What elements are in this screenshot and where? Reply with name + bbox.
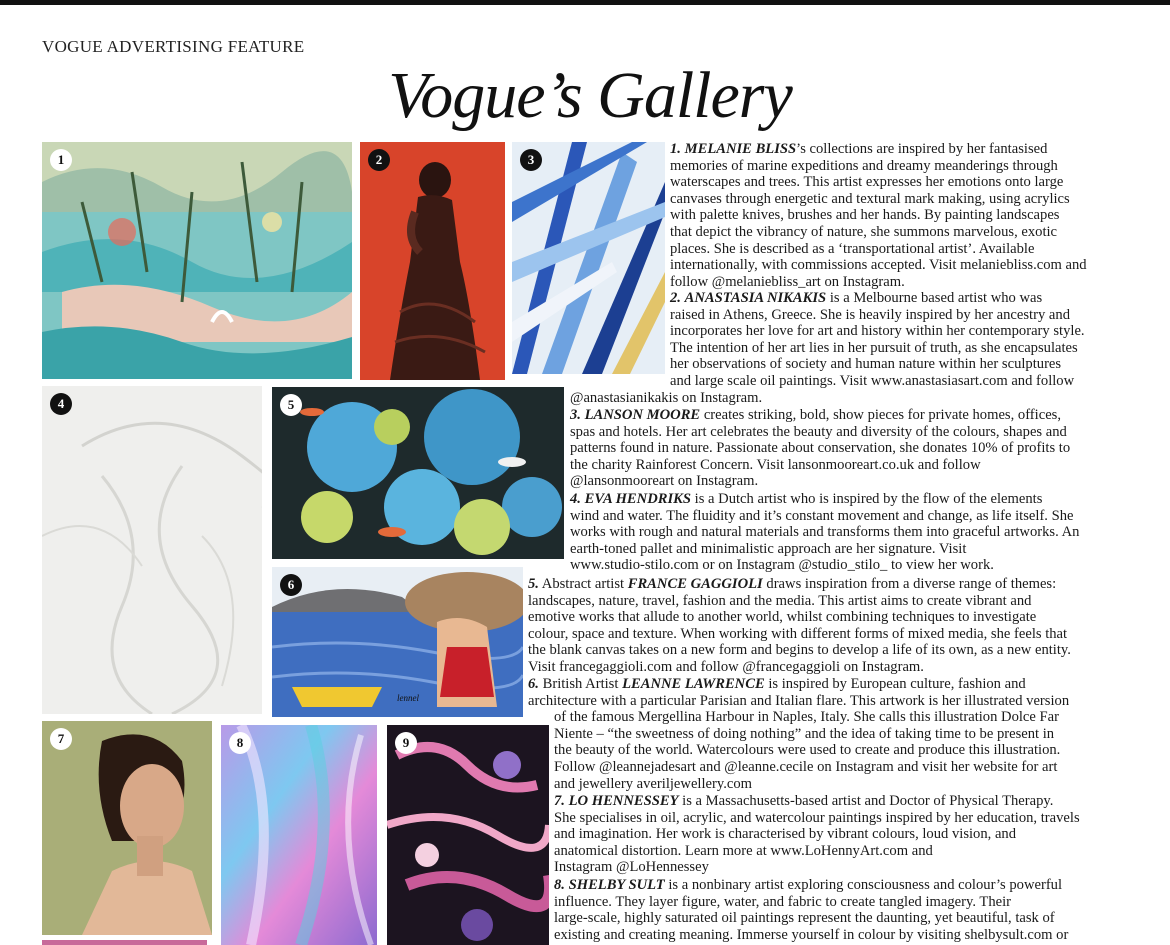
artwork-1-number: 1 bbox=[50, 149, 72, 171]
entry-line: anatomical distortion. Learn more at www.LoHennyArt.com and bbox=[554, 842, 933, 859]
entry-line: incorporates her love for art and history within her contemporary style. bbox=[670, 323, 1085, 340]
artwork-strip-image bbox=[42, 940, 207, 945]
entry-number: 4. bbox=[570, 491, 581, 507]
entry-line: is a nonbinary artist exploring consciousness and colour’s powerful bbox=[664, 877, 1063, 893]
entry-line: spas and hotels. Her art celebrates the beauty and diversity of the colours, shapes and bbox=[570, 423, 1067, 440]
artwork-3-number: 3 bbox=[520, 149, 542, 171]
artwork-4-image bbox=[42, 386, 262, 714]
entry-line: internationally, with commissions accepted. Visit melaniebliss.com and bbox=[670, 257, 1087, 274]
entry-line: the blank canvas takes on a new form and begins to develop a life of its own, as a new entity. bbox=[528, 642, 1071, 659]
entry-line: the beauty of the world. Watercolours were used to create and produce this illustration. bbox=[554, 742, 1061, 759]
artwork-7-image bbox=[42, 721, 212, 935]
artwork-4-number: 4 bbox=[50, 393, 72, 415]
entry-line: ’s collections are inspired by her fantasised bbox=[796, 141, 1048, 157]
advertising-kicker: VOGUE ADVERTISING FEATURE bbox=[42, 37, 305, 56]
entry-line: memories of marine expeditions and dreamy meanderings through bbox=[670, 157, 1058, 174]
artwork-7-number: 7 bbox=[50, 728, 72, 750]
entry-line: follow @melaniebliss_art on Instagram. bbox=[670, 273, 905, 290]
entry-line: Instagram @LoHennessey bbox=[554, 859, 709, 876]
entry-line: www.studio-stilo.com or on Instagram @studio_stilo_ to view her work. bbox=[570, 557, 994, 574]
artist-entry-8 bbox=[554, 877, 1140, 943]
artist-entry-7 bbox=[554, 793, 1140, 876]
entry-line: waterscapes and trees. This artist expresses her emotions onto large bbox=[670, 174, 1064, 191]
entry-line: landscapes, nature, travel, fashion and the media. This artist aims to create vibrant and bbox=[528, 592, 1032, 609]
artist-name: FRANCE GAGGIOLI bbox=[627, 576, 763, 592]
entry-line: canvases through energetic and textural mark making, using acrylics bbox=[670, 190, 1070, 207]
entry-line: with palette knives, brushes and her hands. By painting landscapes bbox=[670, 207, 1060, 224]
entry-line: and large scale oil paintings. Visit www.anastasiasart.com and follow bbox=[670, 372, 1075, 389]
artwork-6-number: 6 bbox=[280, 574, 302, 596]
entry-line: draws inspiration from a diverse range of themes: bbox=[762, 576, 1057, 592]
entry-line: is a Dutch artist who is inspired by the flow of the elements bbox=[691, 491, 1043, 507]
entry-prefix: Abstract artist bbox=[538, 576, 628, 592]
entry-line: raised in Athens, Greece. She is heavily inspired by her ancestry and bbox=[670, 306, 1070, 323]
artwork-5-image bbox=[272, 387, 564, 559]
artwork-8-number: 8 bbox=[229, 732, 251, 754]
entry-number: 3. bbox=[570, 407, 581, 423]
entry-line: Niente – “the sweetness of doing nothing” and the idea of taking time to be present in bbox=[554, 725, 1055, 742]
entry-line: influence. They layer figure, water, and fabric to create tangled imagery. Their bbox=[554, 893, 1012, 910]
entry-line: wind and water. The fluidity and it’s constant movement and change, as life itself. She bbox=[570, 507, 1074, 524]
entry-line: the charity Rainforest Concern. Visit lansonmooreart.co.uk and follow bbox=[570, 456, 981, 473]
entry-number: 6. bbox=[528, 676, 539, 692]
entry-line: earth-toned pallet and minimalistic approach are her signature. Visit bbox=[570, 540, 967, 557]
entry-prefix: British Artist bbox=[538, 676, 623, 692]
artist-name: SHELBY SULT bbox=[568, 877, 665, 893]
artwork-2-image bbox=[360, 142, 505, 380]
entry-line: is inspired by European culture, fashion and bbox=[764, 676, 1026, 692]
entry-number: 5. bbox=[528, 576, 539, 592]
artwork-9-image bbox=[387, 725, 549, 945]
artist-name: ANASTASIA NIKAKIS bbox=[684, 290, 827, 306]
entry-line: is a Massachusetts-based artist and Doctor of Physical Therapy. bbox=[678, 793, 1054, 809]
artwork-1-image bbox=[42, 142, 352, 379]
artwork-6-image bbox=[272, 567, 523, 717]
page-title: Vogue’s Gallery bbox=[388, 59, 792, 132]
artwork-6-signature: lennel bbox=[397, 693, 419, 703]
entry-number: 7. bbox=[554, 793, 565, 809]
artist-entry-3 bbox=[570, 407, 1140, 490]
artwork-8-image bbox=[221, 725, 377, 945]
artist-name: LO HENNESSEY bbox=[568, 793, 679, 809]
entry-line: large-scale, highly saturated oil paintings represent the daunting, yet beautiful, task of bbox=[554, 910, 1055, 927]
artist-entry-6 bbox=[528, 676, 1140, 792]
artist-name: EVA HENDRIKS bbox=[584, 491, 691, 507]
entry-line: is a Melbourne based artist who was bbox=[826, 290, 1043, 306]
top-rule bbox=[0, 0, 1170, 5]
entry-line: and imagination. Her work is characterised by vibrant colours, loud vision, and bbox=[554, 826, 1017, 843]
entry-line: of the famous Mergellina Harbour in Naples, Italy. She calls this illustration Dolce Far bbox=[554, 709, 1059, 726]
entry-line: and jewellery averiljewellery.com bbox=[554, 775, 752, 792]
artwork-5-number: 5 bbox=[280, 394, 302, 416]
entry-line: patterns found in nature. Passionate about conservation, she donates 10% of profits to bbox=[570, 440, 1071, 457]
entry-line: places. She is described as a ‘transportational artist’. Available bbox=[670, 240, 1035, 257]
entry-line: works with rough and natural materials and transforms them into graceful artworks. An bbox=[570, 524, 1080, 541]
entry-number: 1. bbox=[670, 141, 681, 157]
entry-line: colour, space and texture. When working with different forms of mixed media, she feels that bbox=[528, 625, 1068, 642]
artist-entry-5 bbox=[528, 576, 1140, 676]
artist-name: LANSON MOORE bbox=[584, 407, 701, 423]
entry-line: Visit francegaggioli.com and follow @francegaggioli on Instagram. bbox=[528, 658, 924, 675]
artist-entry-1 bbox=[670, 141, 1140, 290]
entry-line: Follow @leannejadesart and @leanne.cecile on Instagram and visit her website for art bbox=[554, 758, 1058, 775]
entry-line: that depict the vibrancy of nature, she summons marvelous, exotic bbox=[670, 223, 1058, 240]
artist-entry-4 bbox=[570, 491, 1140, 574]
artwork-3-image bbox=[512, 142, 665, 374]
entry-line: architecture with a particular Parisian and Italian flare. This artwork is her illustrated version bbox=[528, 692, 1070, 709]
artist-entry-2 bbox=[570, 290, 1140, 406]
entry-line: creates striking, bold, show pieces for private homes, offices, bbox=[700, 407, 1061, 423]
artist-name: MELANIE BLISS bbox=[684, 141, 797, 157]
artwork-2-number: 2 bbox=[368, 149, 390, 171]
entry-line: She specialises in oil, acrylic, and watercolour paintings inspired by her education, travels bbox=[554, 809, 1080, 826]
entry-line: The intention of her art lies in her pursuit of truth, as she encapsulates bbox=[670, 339, 1078, 356]
artist-name: LEANNE LAWRENCE bbox=[622, 676, 765, 692]
entry-line: @anastasianikakis on Instagram. bbox=[570, 389, 763, 406]
artwork-9-number: 9 bbox=[395, 732, 417, 754]
entry-number: 8. bbox=[554, 877, 565, 893]
entry-line: emotive works that allude to another world, whilst combining techniques to investigate bbox=[528, 609, 1037, 626]
entry-number: 2. bbox=[670, 290, 681, 306]
entry-line: existing and creating meaning. Immerse yourself in colour by visiting shelbysult.com or bbox=[554, 926, 1069, 943]
entry-line: her observations of society and human nature within her sculptures bbox=[670, 356, 1062, 373]
entry-line: @lansonmooreart on Instagram. bbox=[570, 473, 759, 490]
